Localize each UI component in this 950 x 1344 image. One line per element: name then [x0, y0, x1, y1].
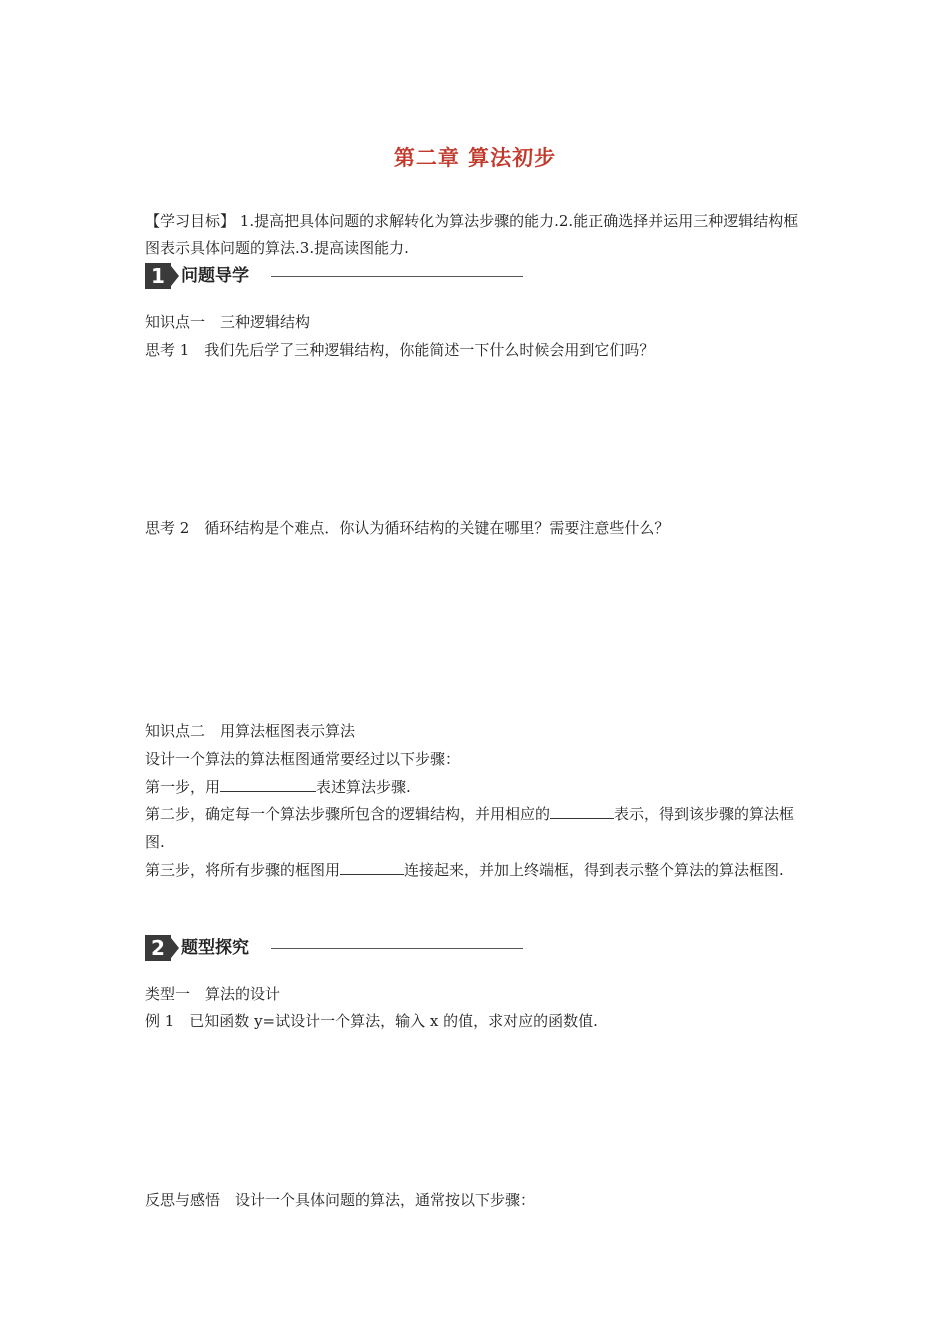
think-question-1: 思考 1 我们先后学了三种逻辑结构，你能简述一下什么时候会用到它们吗？ [145, 341, 655, 359]
knowledge-point-2-heading: 知识点二 用算法框图表示算法 [145, 722, 356, 740]
knowledge-point-1-heading: 知识点一 三种逻辑结构 [145, 313, 311, 331]
example-1: 例 1 已知函数 y=试设计一个算法，输入 x 的值，求对应的函数值. [145, 1012, 598, 1030]
reflection-note: 反思与感悟 设计一个具体问题的算法，通常按以下步骤： [145, 1191, 536, 1209]
section-number-2: 2 [145, 935, 171, 961]
fill-blank-2[interactable] [550, 803, 614, 819]
fill-blank-1[interactable] [220, 776, 316, 792]
chapter-title: 第二章 算法初步 [393, 146, 557, 170]
section-title-2: 题型探究 [181, 938, 249, 958]
section-number-1: 1 [145, 263, 171, 289]
kp2-intro: 设计一个算法的算法框图通常要经过以下步骤： [145, 750, 461, 768]
section-tab-2 [171, 938, 179, 958]
type-1-heading: 类型一 算法的设计 [145, 985, 281, 1003]
step-3 [145, 856, 810, 884]
step-1-suffix: 表述算法步骤. [316, 778, 411, 796]
learning-goals-label: 【学习目标】 [145, 212, 236, 230]
step-3-prefix: 第三步，将所有步骤的框图用 [145, 861, 341, 879]
learning-goals-text: 1.提高把具体问题的求解转化为算法步骤的能力.2.能正确选择并运用三种逻辑结构框图表示具体问题的算法.3.提高读图能力. [145, 212, 799, 257]
section-rule-2 [271, 948, 523, 949]
fill-blank-3[interactable] [340, 859, 404, 875]
step-2 [145, 800, 810, 856]
step-1 [145, 776, 411, 797]
step-2-prefix: 第二步，确定每一个算法步骤所包含的逻辑结构，并用相应的 [145, 805, 551, 823]
section-rule-1 [271, 276, 523, 277]
section-tab-1 [171, 266, 179, 286]
step-3-suffix: 连接起来，并加上终端框，得到表示整个算法的算法框图. [404, 861, 784, 879]
think-question-2: 思考 2 循环结构是个难点．你认为循环结构的关键在哪里？需要注意些什么？ [145, 519, 670, 537]
learning-goals [145, 208, 810, 262]
step-1-prefix: 第一步，用 [145, 778, 221, 796]
step-2-suffix: 表示，得到该步骤的算法框图. [145, 805, 795, 851]
section-title-1: 问题导学 [181, 266, 249, 286]
